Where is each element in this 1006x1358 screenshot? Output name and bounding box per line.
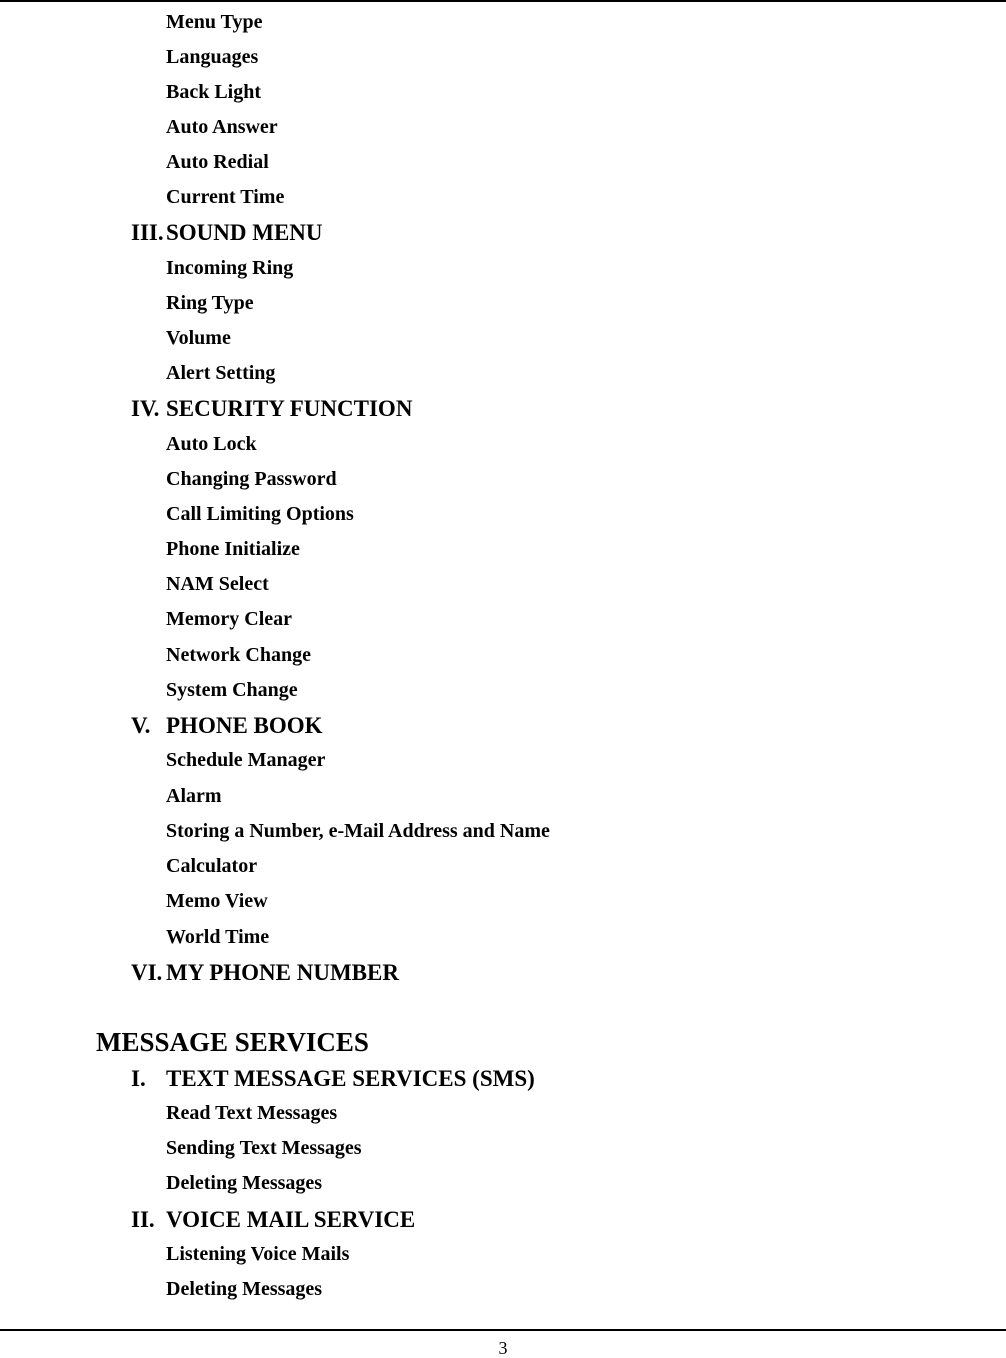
section-title-phone-book[interactable]: PHONE BOOK: [166, 713, 323, 738]
toc-item-alert-setting[interactable]: Alert Setting: [166, 362, 276, 384]
toc-item-phone-initialize[interactable]: Phone Initialize: [166, 538, 300, 560]
section-numeral-3: III.: [131, 220, 164, 245]
toc-item-volume[interactable]: Volume: [166, 327, 231, 349]
top-rule: [0, 0, 1006, 2]
bottom-rule: [0, 1329, 1006, 1331]
toc-item-world-time[interactable]: World Time: [166, 926, 270, 948]
toc-item-incoming-ring[interactable]: Incoming Ring: [166, 257, 294, 279]
section-title-security-function[interactable]: SECURITY FUNCTION: [166, 396, 413, 421]
toc-item-memory-clear[interactable]: Memory Clear: [166, 608, 293, 630]
section-title-text-message-services[interactable]: TEXT MESSAGE SERVICES (SMS): [166, 1066, 535, 1091]
toc-item-listening-voice-mails[interactable]: Listening Voice Mails: [166, 1243, 350, 1265]
toc-item-nam-select[interactable]: NAM Select: [166, 573, 269, 595]
section-numeral-4: IV.: [131, 396, 160, 421]
toc-item-auto-redial[interactable]: Auto Redial: [166, 151, 269, 173]
toc-item-current-time[interactable]: Current Time: [166, 186, 285, 208]
toc-item-auto-lock[interactable]: Auto Lock: [166, 433, 257, 455]
toc-item-sending-text-messages[interactable]: Sending Text Messages: [166, 1137, 362, 1159]
chapter-title-message-services[interactable]: MESSAGE SERVICES: [96, 1027, 369, 1057]
section-title-voice-mail-service[interactable]: VOICE MAIL SERVICE: [166, 1207, 416, 1232]
toc-item-menu-type[interactable]: Menu Type: [166, 11, 263, 33]
toc-item-calculator[interactable]: Calculator: [166, 855, 258, 877]
toc-item-system-change[interactable]: System Change: [166, 679, 298, 701]
toc-item-read-text-messages[interactable]: Read Text Messages: [166, 1102, 338, 1124]
toc-item-deleting-messages[interactable]: Deleting Messages: [166, 1172, 323, 1194]
toc-item-network-change[interactable]: Network Change: [166, 644, 311, 666]
toc-item-memo-view[interactable]: Memo View: [166, 890, 268, 912]
toc-item-back-light[interactable]: Back Light: [166, 81, 262, 103]
section-title-sound-menu[interactable]: SOUND MENU: [166, 220, 323, 245]
toc-item-ring-type[interactable]: Ring Type: [166, 292, 254, 314]
section-numeral-6: VI.: [131, 960, 163, 985]
section-title-my-phone-number[interactable]: MY PHONE NUMBER: [166, 960, 399, 985]
toc-item-alarm[interactable]: Alarm: [166, 785, 222, 807]
toc-item-deleting-messages-voice[interactable]: Deleting Messages: [166, 1278, 323, 1300]
toc-item-call-limiting-options[interactable]: Call Limiting Options: [166, 503, 354, 525]
toc-item-auto-answer[interactable]: Auto Answer: [166, 116, 278, 138]
toc-item-storing-a-number[interactable]: Storing a Number, e-Mail Address and Name: [166, 820, 550, 842]
toc-item-schedule-manager[interactable]: Schedule Manager: [166, 749, 326, 771]
page-number: 3: [498, 1338, 508, 1358]
toc-item-languages[interactable]: Languages: [166, 46, 259, 68]
toc-item-changing-password[interactable]: Changing Password: [166, 468, 337, 490]
section-numeral-2: II.: [131, 1207, 155, 1232]
section-numeral-5: V.: [131, 713, 151, 738]
section-numeral-1: I.: [131, 1066, 146, 1091]
